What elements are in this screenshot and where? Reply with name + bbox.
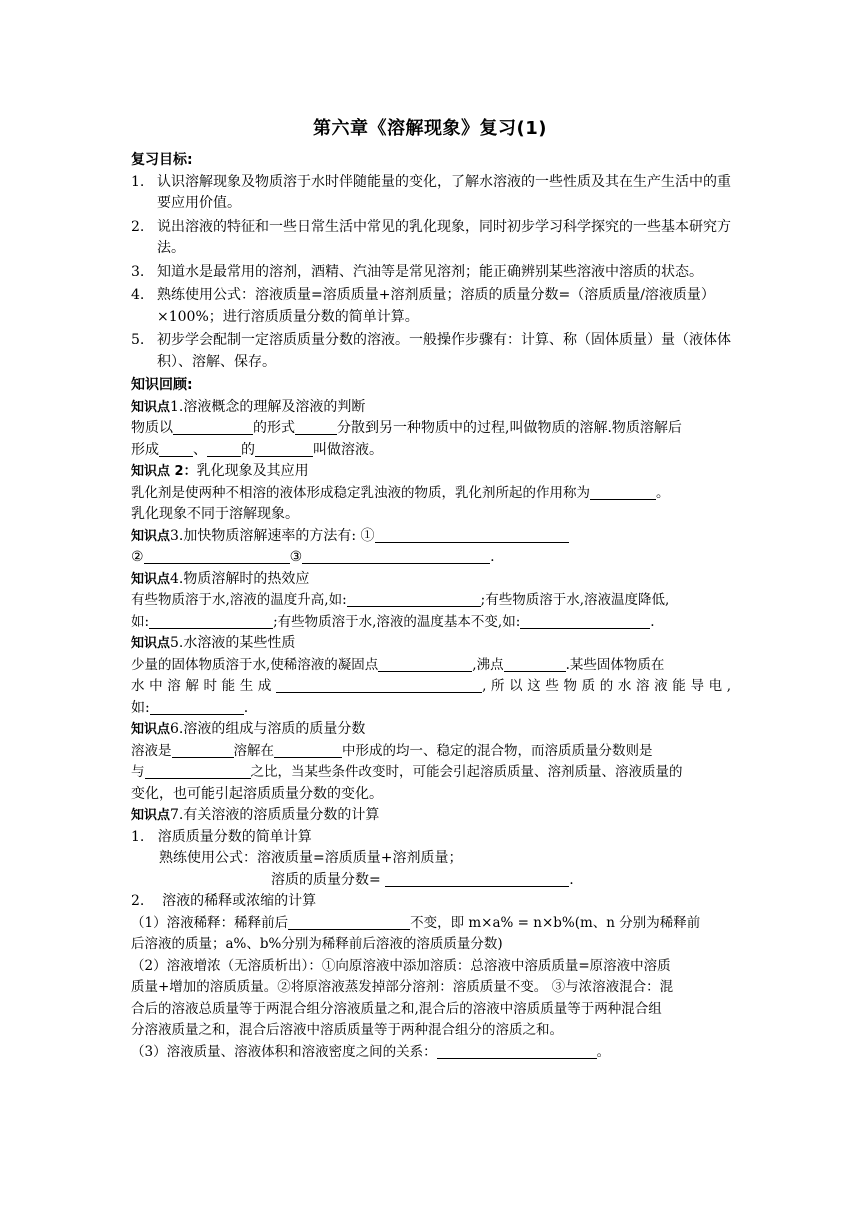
text-span: 中形成的均一、稳定的混合物，而溶质质量分数则是 xyxy=(342,742,653,759)
text-span: 分散到另一种物质中的过程,叫做物质的溶解.物质溶解后 xyxy=(337,420,682,436)
text-span: .某些固体物质在 xyxy=(565,656,665,673)
fill-blank[interactable] xyxy=(150,699,244,715)
fill-blank[interactable] xyxy=(375,527,569,543)
goal-item xyxy=(131,262,731,284)
kp7-sub-1: 1. 溶质质量分数的简单计算 xyxy=(131,828,312,845)
text-span: . xyxy=(490,549,495,565)
text-span: 物质以 xyxy=(131,420,173,436)
knowledge-point-5-heading xyxy=(131,633,731,655)
text-span: 之比，当某些条件改变时，可能会引起溶质质量、溶剂质量、溶液质量的 xyxy=(250,764,683,780)
text-span: . xyxy=(569,871,574,888)
text-span: ② xyxy=(131,549,144,565)
text-span: ,沸点 xyxy=(472,656,504,673)
fill-blank[interactable] xyxy=(207,441,241,457)
kp6-line-2 xyxy=(131,762,731,784)
goal-number: 3. xyxy=(131,263,145,280)
text-span: 叫做溶液。 xyxy=(313,441,383,458)
kp7-concentrate-line-3: 合后的溶液总质量等于两混合组分溶液质量之和,混合后的溶液中溶质质量等于两种混合组 xyxy=(131,1000,662,1017)
text-span: 如: xyxy=(131,613,150,630)
kp-label: 知识点 xyxy=(131,808,171,823)
kp-title: 7.有关溶液的溶质质量分数的计算 xyxy=(170,807,380,823)
goal-text: 说出溶液的特征和一些日常生活中常见的乳化现象，同时初步学习科学探究的一些基本研究方法。 xyxy=(157,218,731,256)
kp4-line-2 xyxy=(131,612,731,634)
kp-title: 5.水溶液的某些性质 xyxy=(170,635,296,651)
kp-label: 知识点 xyxy=(131,399,171,415)
text-span: 溶解在 xyxy=(233,742,274,759)
kp7-formula-2 xyxy=(131,870,731,892)
text-span: 水中溶解时能生成 xyxy=(131,678,277,694)
knowledge-point-7-heading xyxy=(131,805,731,827)
kp-label: 知识点 xyxy=(131,722,171,737)
kp-label: 知识点 2： xyxy=(131,464,197,479)
review-heading: 知识回顾: xyxy=(131,377,193,393)
kp3-line-2 xyxy=(131,547,731,569)
kp6-line-1 xyxy=(131,741,731,763)
kp-title: 3.加快物质溶解速率的方法有: ① xyxy=(170,527,375,544)
text-span: 形成 xyxy=(131,441,159,458)
text-span: 的形式 xyxy=(253,420,295,436)
kp-title: 4.物质溶解时的热效应 xyxy=(170,570,310,587)
kp7-concentrate-line-2: 质量+增加的溶质质量。②将原溶液蒸发掉部分溶剂：溶质质量不变。 ③与浓溶液混合：混 xyxy=(131,979,674,995)
fill-blank[interactable] xyxy=(347,591,481,607)
text-span: 有些物质溶于水,溶液的温度升高,如: xyxy=(131,592,347,608)
kp-label: 知识点 xyxy=(131,636,171,651)
goal-number: 5. xyxy=(131,332,145,348)
fill-blank[interactable] xyxy=(172,742,234,758)
kp4-line-1 xyxy=(131,590,731,612)
text-span: 不变，即 m×a% = n×b%(m、n 分别为稀释前 xyxy=(410,914,701,931)
text-span: 如: xyxy=(131,699,150,716)
goal-item xyxy=(131,330,731,373)
fill-blank[interactable] xyxy=(145,763,251,779)
fill-blank[interactable] xyxy=(255,441,313,457)
kp7-dilute-line-2: 后溶液的质量；a%、b%分别为稀释前后溶液的溶质质量分数) xyxy=(131,936,503,952)
kp2-line-1 xyxy=(131,483,731,505)
fill-blank[interactable] xyxy=(274,742,342,758)
text-span: ,所以这些物质的水溶液能导电, xyxy=(482,678,731,694)
kp2-line-2: 乳化现象不同于溶解现象。 xyxy=(131,506,299,522)
goal-number: 1. xyxy=(131,173,145,190)
text-span: ;有些物质溶于水,溶液温度降低, xyxy=(480,592,670,608)
text-span: 。 xyxy=(596,1043,611,1060)
goal-text: 认识溶解现象及物质溶于水时伴随能量的变化，了解水溶液的一些性质及其在生产生活中的重要应用价值。 xyxy=(157,173,731,211)
fill-blank[interactable] xyxy=(302,548,490,564)
knowledge-point-2-heading xyxy=(131,461,731,483)
kp-title: 1.溶液概念的理解及溶液的判断 xyxy=(170,398,366,415)
text-span: 乳化剂是使两种不相溶的液体形成稳定乳浊液的物质，乳化剂所起的作用称为 xyxy=(131,484,590,501)
kp7-concentrate-line-1: （2）溶液增浓（无溶质析出）：①向原溶液中添加溶质：总溶液中溶质质量=原溶液中溶质 xyxy=(131,957,671,974)
kp-title: 乳化现象及其应用 xyxy=(196,463,309,479)
fill-blank[interactable] xyxy=(295,419,337,435)
text-span: 溶液是 xyxy=(131,742,172,759)
fill-blank[interactable] xyxy=(378,656,472,672)
kp-label: 知识点 xyxy=(131,571,171,587)
goal-text: 初步学会配制一定溶质质量分数的溶液。一般操作步骤有：计算、称（固体质量）量（液体体积）、溶解、保存。 xyxy=(157,332,731,370)
kp7-formula-1: 熟练使用公式：溶液质量=溶质质量+溶剂质量； xyxy=(159,850,463,866)
kp1-line-2 xyxy=(131,440,731,462)
kp7-concentrate-line-4: 分溶液质量之和，混合后溶液中溶质质量等于两种混合组分的溶质之和。 xyxy=(131,1022,563,1038)
text-span: 。 xyxy=(656,484,670,501)
goal-item xyxy=(131,217,731,260)
text-span: 溶质的质量分数= xyxy=(271,871,381,888)
kp5-line-3 xyxy=(131,698,731,720)
text-span: 的 xyxy=(241,441,255,458)
knowledge-point-3-heading xyxy=(131,526,731,548)
fill-blank[interactable] xyxy=(144,548,290,564)
text-span: （1）溶液稀释：稀释前后 xyxy=(131,914,289,931)
fill-blank[interactable] xyxy=(520,613,650,629)
fill-blank[interactable] xyxy=(149,613,273,629)
kp1-line-1 xyxy=(131,418,731,440)
text-span: 与 xyxy=(131,764,145,780)
goal-item xyxy=(131,172,731,215)
kp7-dilute-line-1 xyxy=(131,913,731,935)
fill-blank[interactable] xyxy=(173,419,253,435)
kp-title: 6.溶液的组成与溶质的质量分数 xyxy=(170,721,366,737)
fill-blank[interactable] xyxy=(590,484,656,500)
goal-item xyxy=(131,285,731,328)
text-span: 少量的固体物质溶于水,使稀溶液的凝固点 xyxy=(131,656,379,673)
goals-list xyxy=(131,172,731,374)
text-span: （3）溶液质量、溶液体积和溶液密度之间的关系： xyxy=(131,1043,437,1060)
goals-heading: 复习目标: xyxy=(131,152,193,168)
kp7-density-line xyxy=(131,1042,731,1064)
kp5-line-1 xyxy=(131,655,731,677)
goal-number: 2. xyxy=(131,218,145,235)
kp-label: 知识点 xyxy=(131,528,171,544)
page-title: 第六章《溶解现象》复习(1) xyxy=(313,118,547,139)
kp6-line-3: 变化，也可能引起溶质质量分数的变化。 xyxy=(131,785,383,802)
fill-blank[interactable] xyxy=(504,656,566,672)
goal-text: 知道水是最常用的溶剂，酒精、汽油等是常见溶剂；能正确辨别某些溶液中溶质的状态。 xyxy=(157,263,703,280)
document-body xyxy=(131,150,731,1063)
text-span: . xyxy=(243,699,249,716)
knowledge-point-1-heading xyxy=(131,397,731,419)
knowledge-point-6-heading xyxy=(131,719,731,741)
text-span: ③ xyxy=(289,549,303,565)
knowledge-point-4-heading xyxy=(131,569,731,591)
fill-blank[interactable] xyxy=(385,871,569,887)
goal-text: 熟练使用公式：溶液质量=溶质质量+溶剂质量；溶质的质量分数=（溶质质量/溶液质量）×100%；进行溶质质量分数的简单计算。 xyxy=(157,287,715,325)
kp5-line-2 xyxy=(131,676,731,698)
fill-blank[interactable] xyxy=(159,441,193,457)
text-span: ;有些物质溶于水,溶液的温度基本不变,如: xyxy=(273,613,521,630)
fill-blank[interactable] xyxy=(437,1043,597,1059)
fill-blank[interactable] xyxy=(288,914,410,930)
fill-blank[interactable] xyxy=(276,677,482,693)
goal-number: 4. xyxy=(131,287,145,303)
text-span: 、 xyxy=(193,441,207,458)
text-span: . xyxy=(650,613,655,630)
kp7-sub-2: 2. 溶液的稀释或浓缩的计算 xyxy=(131,893,317,909)
